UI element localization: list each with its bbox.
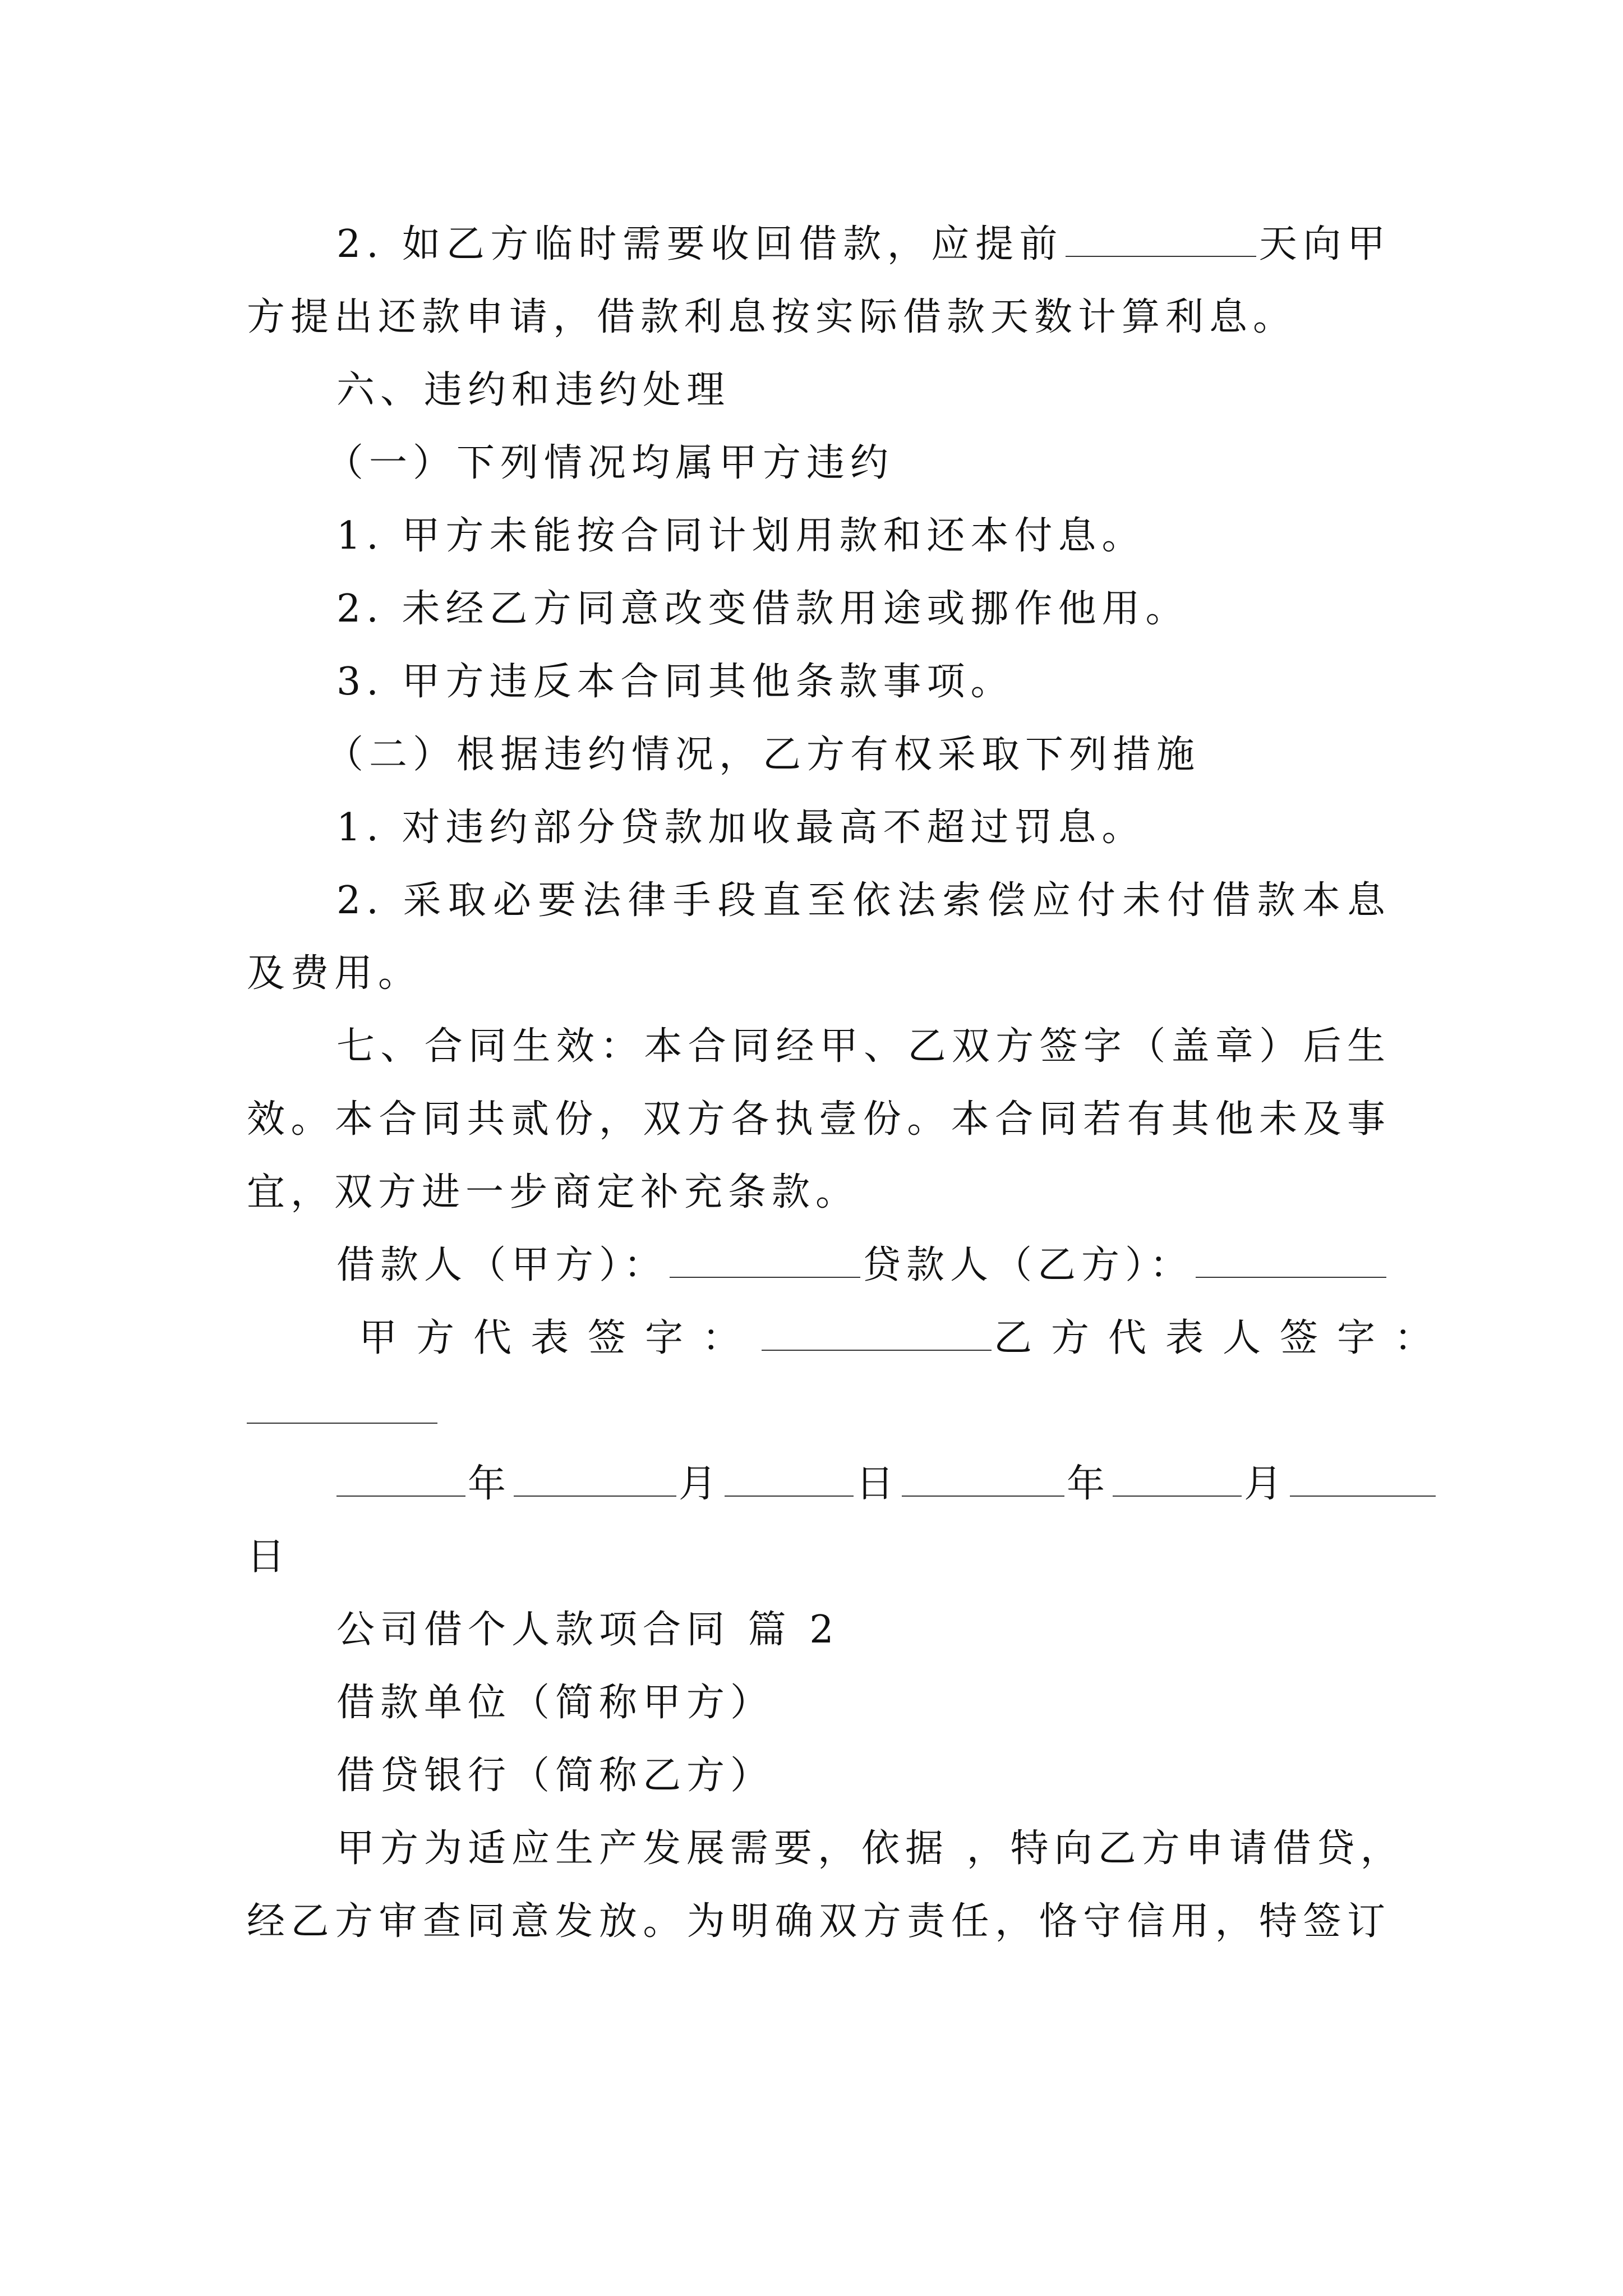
representative-signature-line — [359, 1310, 1503, 1366]
borrower-label: 借款人（甲方）： — [336, 1243, 668, 1287]
date-line-continued: 日 — [247, 1535, 291, 1579]
blank-month-1 — [514, 1492, 676, 1497]
month-label: 月 — [1244, 1462, 1288, 1506]
list-item: 1. 甲方未能按合同计划用款和还本付息。 — [336, 514, 1146, 558]
list-item: 1. 对违约部分贷款加收最高不超过罚息。 — [336, 806, 1146, 850]
clause-5-2-line2: 方提出还款申请，借款利息按实际借款天数计算利息。 — [247, 295, 1297, 339]
signature-blank-continued — [247, 1383, 1391, 1439]
clause-text: 2. 如乙方临时需要收回借款，应提前 — [336, 222, 1064, 266]
sig-b-label: 乙方代表人签字： — [994, 1316, 1452, 1360]
section-heading-6: 六、违约和违约处理 — [336, 368, 731, 412]
blank-sig-b — [247, 1419, 437, 1424]
blank-year-1 — [336, 1492, 465, 1497]
section-heading-7: 七、合同生效：本合同经甲、乙双方签字（盖章）后生 — [336, 1024, 1391, 1069]
lender-bank-line: 借贷银行（简称乙方） — [336, 1754, 774, 1798]
day-label: 日 — [856, 1462, 900, 1506]
date-line — [336, 1456, 1391, 1512]
clause-5-2-line1 — [336, 217, 1391, 273]
paragraph-line: 宜，双方进一步商定补充条款。 — [247, 1170, 860, 1214]
intro-paragraph-line1: 甲方为适应生产发展需要，依据 ，特向乙方申请借贷， — [336, 1826, 1404, 1871]
year-label: 年 — [468, 1462, 512, 1506]
blank-day-1 — [725, 1492, 854, 1497]
borrower-unit-line: 借款单位（简称甲方） — [336, 1681, 774, 1725]
blank-month-2 — [1113, 1492, 1242, 1497]
list-item: 2. 采取必要法律手段直至依法索偿应付未付借款本息 — [336, 878, 1391, 923]
month-label: 月 — [679, 1462, 723, 1506]
blank-lender — [1196, 1273, 1386, 1278]
blank-day-2 — [1290, 1492, 1436, 1497]
paragraph-line: 效。本合同共贰份，双方各执壹份。本合同若有其他未及事 — [247, 1097, 1391, 1142]
subsection-heading-2: （二）根据违约情况，乙方有权采取下列措施 — [325, 733, 1201, 777]
list-item-continued: 及费用。 — [247, 951, 422, 996]
clause-text: 天向甲 — [1258, 222, 1391, 266]
year-label: 年 — [1067, 1462, 1111, 1506]
list-item: 2. 未经乙方同意改变借款用途或挪作他用。 — [336, 587, 1189, 631]
subsection-heading-1: （一）下列情况均属甲方违约 — [325, 441, 895, 485]
sig-a-label: 甲方代表签字： — [359, 1316, 760, 1360]
blank-borrower — [670, 1273, 860, 1278]
blank-year-2 — [902, 1492, 1064, 1497]
lender-label: 贷款人（乙方）： — [863, 1243, 1194, 1287]
document-title-2: 公司借个人款项合同 篇 2 — [336, 1608, 840, 1652]
intro-paragraph-line2: 经乙方审查同意发放。为明确双方责任，恪守信用，特签订 — [247, 1899, 1391, 1944]
party-signature-line — [336, 1237, 1391, 1294]
blank-days — [1066, 252, 1256, 257]
blank-sig-a — [762, 1346, 992, 1351]
list-item: 3. 甲方违反本合同其他条款事项。 — [336, 660, 1015, 704]
